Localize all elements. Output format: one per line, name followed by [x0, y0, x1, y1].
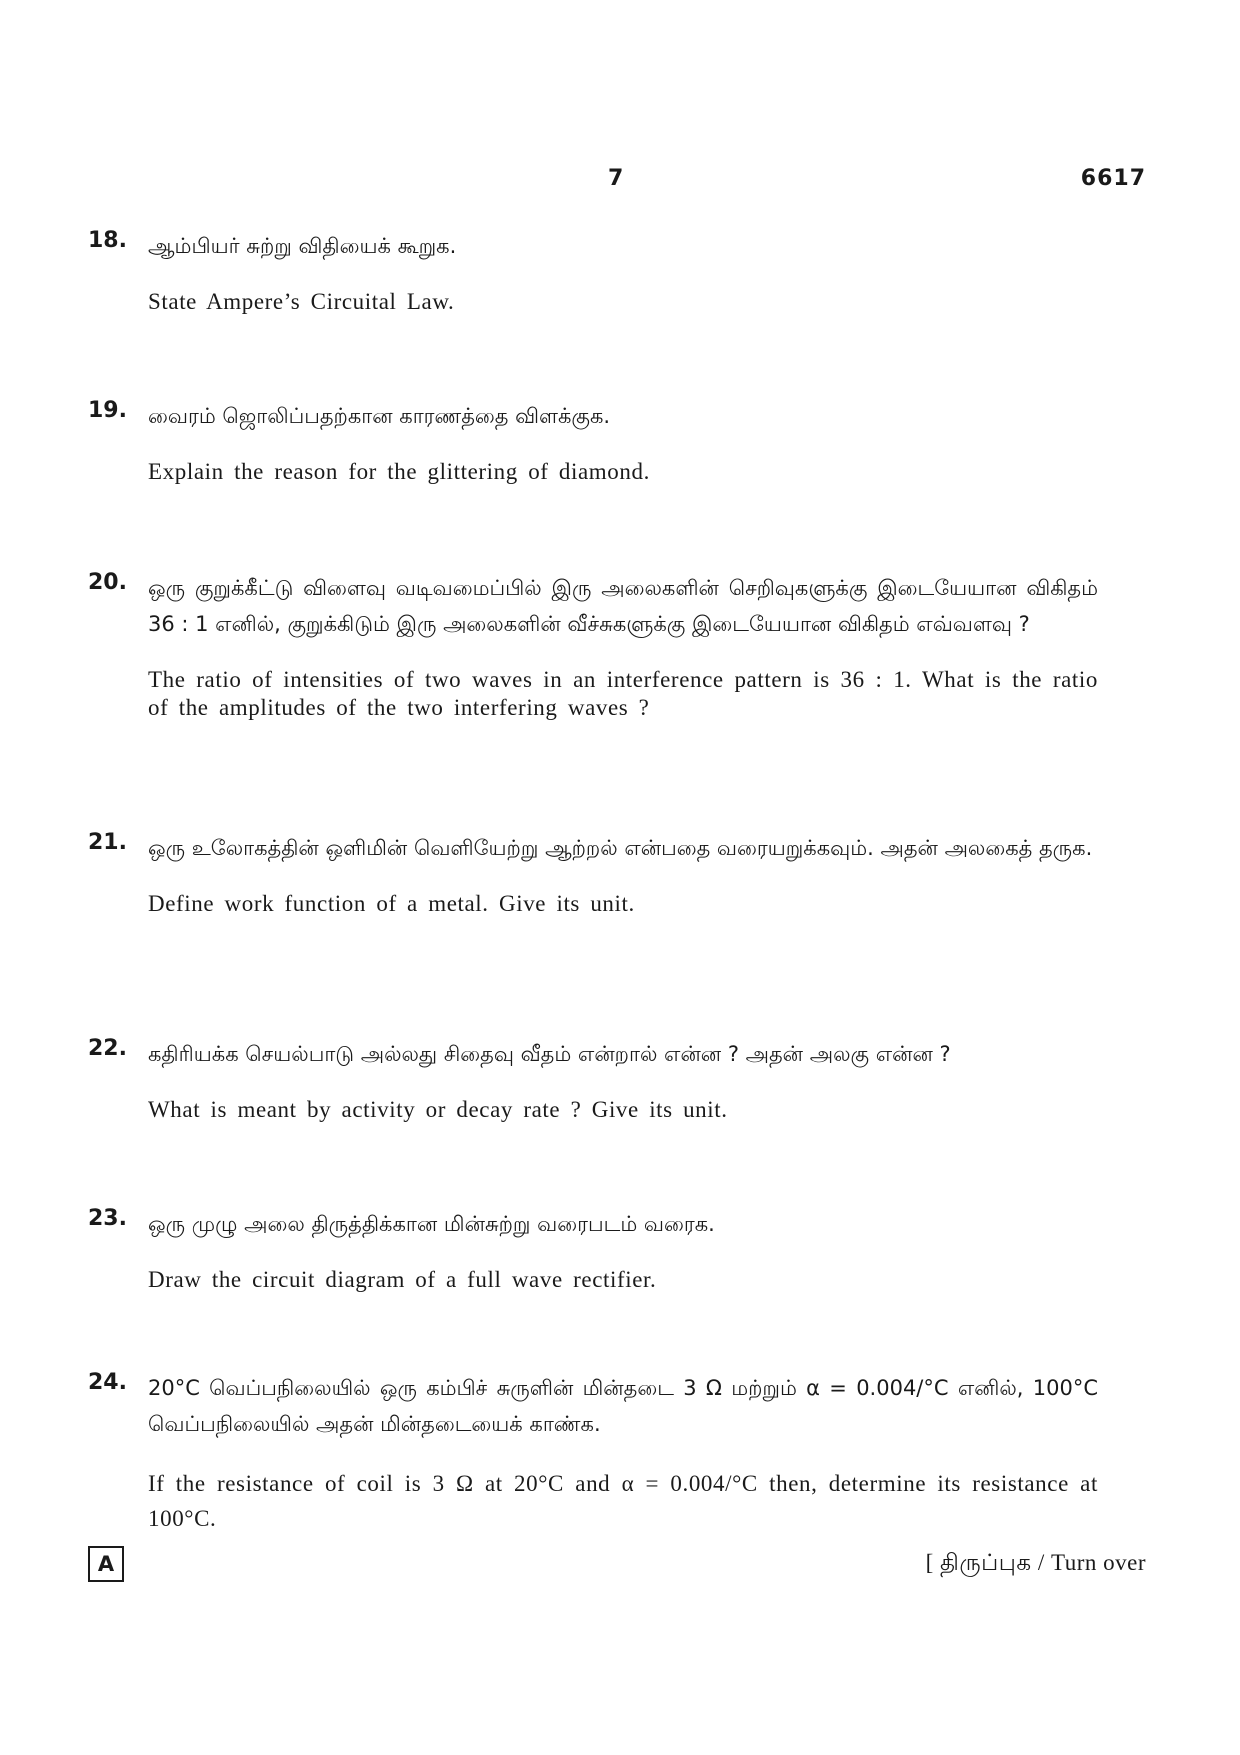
question-text-tamil: கதிரியக்க செயல்பாடு அல்லது சிதைவு வீதம் என்றால் என்ன ? அதன் அலகு என்ன ?	[148, 1042, 951, 1066]
question-text-english: The ratio of intensities of two waves in an interference pattern is 36 : 1. What is the ratio of the amplitudes of the two interfering waves ?	[148, 667, 1098, 720]
question-text-tamil: வைரம் ஜொலிப்பதற்கான காரணத்தை விளக்குக.	[148, 404, 611, 428]
question-20	[88, 570, 1098, 722]
question-text-english: Draw the circuit diagram of a full wave rectifier.	[148, 1267, 657, 1292]
question-24	[88, 1370, 1098, 1536]
question-number: 21.	[88, 830, 127, 855]
question-21	[88, 830, 1098, 918]
paper-code: 6617	[1080, 166, 1146, 191]
question-text-tamil: ஆம்பியர் சுற்று விதியைக் கூறுக.	[148, 234, 457, 258]
question-text-english: Explain the reason for the glittering of diamond.	[148, 459, 650, 484]
turn-over-label: [ திருப்புக / Turn over	[925, 1550, 1146, 1575]
question-text-tamil: ஒரு குறுக்கீட்டு விளைவு வடிவமைப்பில் இரு அலைகளின் செறிவுகளுக்கு இடையேயான விகிதம் 36 : 1 எனில், குறுக்கிடும் இரு அலைகளின் வீச்சுகளுக்கு இடையேயான விகிதம் எவ்வளவு ?	[148, 576, 1098, 636]
question-number: 24.	[88, 1370, 127, 1395]
page-number: 7	[608, 166, 624, 191]
question-text-english: Define work function of a metal. Give its unit.	[148, 891, 635, 916]
question-number: 23.	[88, 1206, 127, 1231]
question-number: 20.	[88, 570, 127, 595]
question-19	[88, 398, 1098, 486]
question-23	[88, 1206, 1098, 1294]
question-number: 18.	[88, 228, 127, 253]
question-text-tamil: ஒரு உலோகத்தின் ஒளிமின் வெளியேற்று ஆற்றல் என்பதை வரையறுக்கவும். அதன் அலகைத் தருக.	[148, 836, 1093, 860]
question-text-english: If the resistance of coil is 3 Ω at 20°C and α = 0.004/°C then, determine its resistance at 100°C.	[148, 1471, 1098, 1531]
question-number: 19.	[88, 398, 127, 423]
version-box: A	[88, 1546, 124, 1582]
question-text-tamil: 20°C வெப்பநிலையில் ஒரு கம்பிச் சுருளின் மின்தடை 3 Ω மற்றும் α = 0.004/°C எனில், 100°C வெப்பநிலையில் அதன் மின்தடையைக் காண்க.	[148, 1376, 1098, 1436]
question-18	[88, 228, 1098, 316]
question-text-english: State Ampere’s Circuital Law.	[148, 289, 455, 314]
question-22	[88, 1036, 1098, 1124]
question-text-english: What is meant by activity or decay rate ? Give its unit.	[148, 1097, 728, 1122]
question-text-tamil: ஒரு முழு அலை திருத்திக்கான மின்சுற்று வரைபடம் வரைக.	[148, 1212, 715, 1236]
question-number: 22.	[88, 1036, 127, 1061]
